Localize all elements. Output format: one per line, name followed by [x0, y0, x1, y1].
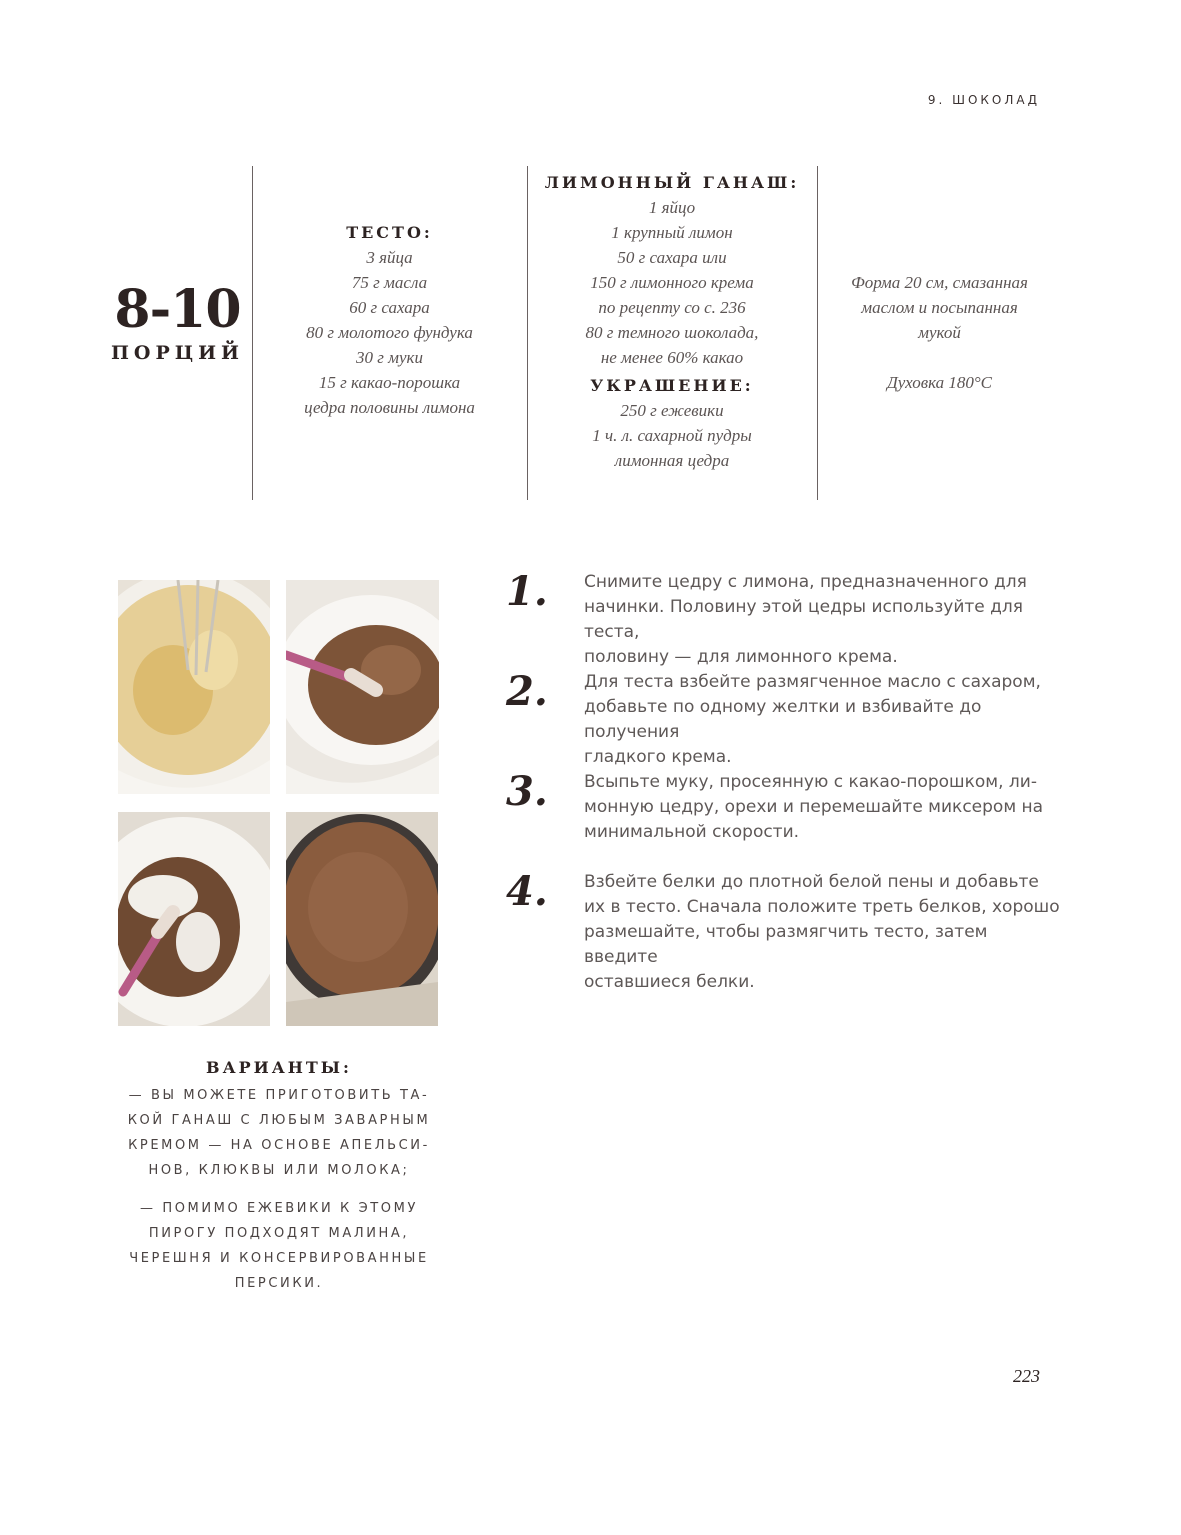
oven-note: Духовка 180°С: [886, 373, 993, 392]
ingredient: 15 г какао-порошка: [318, 373, 461, 392]
ingredient: 1 ч. л. сахарной пудры: [592, 426, 752, 445]
divider: [527, 166, 528, 500]
ingredient: 150 г лимонного крема: [590, 273, 754, 292]
page-number: 223: [1013, 1366, 1040, 1386]
ingredient: 60 г сахара: [349, 298, 430, 317]
variant-paragraph: — ВЫ МОЖЕТЕ ПРИГОТОВИТЬ ТА- КОЙ ГАНАШ С ЛЮБЫМ ЗАВАРНЫМ КРЕМОМ — НА ОСНОВЕ АПЕЛЬСИ- НОВ, КЛЮКВЫ ИЛИ МОЛОКА;: [127, 1088, 431, 1178]
ingredient: 80 г молотого фундука: [306, 323, 473, 342]
divider: [252, 166, 253, 500]
photo-butter-sugar: [118, 580, 270, 794]
divider: [817, 166, 818, 500]
step-number: 1.: [506, 568, 548, 615]
photo-folding-whites: [118, 812, 270, 1026]
ingredient: 75 г масла: [351, 273, 428, 292]
form-note: маслом и посыпанная: [861, 298, 1018, 317]
ingredient: по рецепту со с. 236: [598, 298, 746, 317]
ingredient: 30 г муки: [356, 348, 423, 367]
step-text: Снимите цедру с лимона, предназначенного для начинки. Половину этой цедры используйте для теста, половину — для лимонного крема.: [584, 572, 1027, 667]
ingredient: 1 крупный лимон: [611, 223, 733, 242]
variant-paragraph: — ПОМИМО ЕЖЕВИКИ К ЭТОМУ ПИРОГУ ПОДХОДЯТ МАЛИНА, ЧЕРЕШНЯ И КОНСЕРВИРОВАННЫЕ ПЕРСИКИ.: [129, 1201, 429, 1291]
form-note: мукой: [918, 323, 961, 342]
ingredient: 50 г сахара или: [617, 248, 727, 267]
ingredient: цедра половины лимона: [304, 398, 475, 417]
ganache-ingredients: [537, 171, 807, 473]
ingredient: не менее 60% какао: [600, 348, 744, 367]
step-text: Взбейте белки до плотной белой пены и добавьте их в тесто. Сначала положите треть белков, хорошо размешайте, чтобы размягчить тесто, затем введите оставшиеся белки.: [584, 872, 1060, 992]
ingredient: 3 яйца: [366, 248, 413, 267]
step-text: Всыпьте муку, просеянную с какао-порошком, ли- монную цедру, орехи и перемешайте миксером на минимальной скорости.: [584, 772, 1044, 842]
ingredient: лимонная цедра: [614, 451, 730, 470]
step-number: 2.: [506, 668, 548, 715]
decoration-heading: УКРАШЕНИЕ:: [590, 376, 754, 395]
servings: [110, 280, 245, 364]
photo-chocolate-dough: [286, 580, 439, 794]
ingredient: 80 г темного шоколада,: [585, 323, 759, 342]
ingredient: 1 яйцо: [648, 198, 696, 217]
dough-heading: ТЕСТО:: [346, 223, 433, 242]
servings-number: 8-10: [114, 279, 241, 340]
ganache-heading: ЛИМОННЫЙ ГАНАШ:: [544, 173, 800, 192]
form-note: Форма 20 см, смазанная: [851, 273, 1028, 292]
chapter-header: 9. ШОКОЛАД: [927, 93, 1040, 107]
ingredient: 250 г ежевики: [620, 401, 724, 420]
photo-cake-pan: [286, 812, 438, 1026]
dough-ingredients: [262, 221, 517, 420]
step-text: Для теста взбейте размягченное масло с сахаром, добавьте по одному желтки и взбивайте до получения гладкого крема.: [584, 672, 1041, 767]
step-number: 3.: [506, 768, 548, 815]
step-number: 4.: [506, 868, 548, 915]
equipment: [827, 270, 1052, 395]
variants-heading: ВАРИАНТЫ:: [206, 1058, 352, 1077]
servings-label: ПОРЦИЙ: [110, 342, 245, 364]
